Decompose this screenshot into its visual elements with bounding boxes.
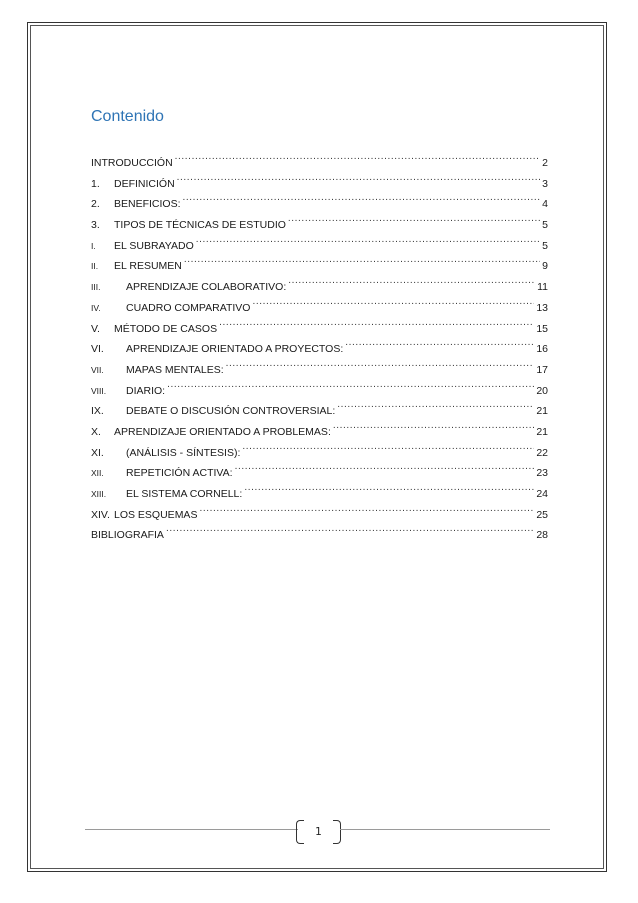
toc-entry-number: XI. [91,446,104,459]
toc-entry-page: 9 [542,260,548,273]
toc-entry-text: DEBATE O DISCUSIÓN CONTROVERSIAL: [126,405,336,418]
footer-bracket-right [333,820,341,844]
toc-entry-number: 1. [91,177,100,190]
toc-entry-page: 22 [536,446,548,459]
toc-dot-leader [244,477,534,497]
toc-entry-number: II. [91,261,99,272]
toc-entry-number: V. [91,322,100,335]
toc-entry-text: APRENDIZAJE ORIENTADO A PROBLEMAS: [114,425,331,438]
toc-entry-page: 3 [542,177,548,190]
toc-entry-page: 15 [536,322,548,335]
toc-dot-leader [183,187,541,207]
toc-dot-leader [333,415,534,435]
toc-entry-page: 16 [536,343,548,356]
toc-entry-introduccion[interactable] [91,146,548,167]
toc-entry-text: CUADRO COMPARATIVO [126,301,251,314]
toc-entry-page: 21 [536,405,548,418]
toc-dot-leader [166,518,534,538]
toc-entry-text: MÉTODO DE CASOS [114,322,218,335]
toc-entry-page: 28 [536,529,548,542]
toc-dot-leader [288,208,540,228]
table-of-contents [91,146,548,542]
toc-dot-leader [226,353,535,373]
toc-entry-number: XIII. [91,489,107,499]
toc-dot-leader [177,167,540,187]
toc-entry-page: 5 [542,239,548,252]
toc-entry-text: EL RESUMEN [114,260,182,273]
toc-entry-number: X. [91,425,101,438]
toc-entry-number: XII. [91,468,104,479]
toc-entry-text: MAPAS MENTALES: [126,363,224,376]
toc-entry-page: 25 [536,508,548,521]
toc-entry-page: 2 [542,157,548,169]
toc-entry-text: DIARIO: [126,384,166,397]
toc-entry-page: 4 [542,198,548,211]
toc-entry-text: EL SUBRAYADO [114,239,194,252]
toc-entry-page: 17 [536,363,548,376]
toc-dot-leader [235,456,535,476]
toc-entry-page: 23 [536,467,548,480]
toc-dot-leader [288,270,535,290]
footer-rule-left [85,829,298,830]
toc-entry-number: VI. [91,343,104,356]
toc-entry-number: VIII. [91,385,107,396]
toc-dot-leader [196,229,540,249]
toc-entry-page: 11 [537,281,548,294]
toc-entry-number: 2. [91,198,100,211]
toc-entry-text: REPETICIÓN ACTIVA: [126,467,233,480]
footer-bracket-left [296,820,304,844]
toc-entry-text: APRENDIZAJE COLABORATIVO: [126,281,287,294]
toc-entry-number: IV. [91,302,101,313]
toc-entry-text: EL SISTEMA CORNELL: [126,488,243,500]
toc-entry-text: INTRODUCCIÓN [91,157,173,169]
toc-entry-number: XIV. [91,508,110,521]
toc-entry-text: DEFINICIÓN [114,177,175,190]
toc-entry-number: IX. [91,405,104,418]
toc-entry-number: 3. [91,219,100,232]
toc-entry-text: APRENDIZAJE ORIENTADO A PROYECTOS: [126,343,344,356]
toc-entry-page: 13 [536,301,548,314]
toc-dot-leader [199,498,534,518]
toc-dot-leader [242,436,534,456]
toc-entry-number: I. [91,240,96,251]
toc-entry-page: 5 [542,219,548,232]
toc-entry-page: 24 [536,488,548,500]
toc-entry-page: 20 [536,384,548,397]
toc-title: Contenido [91,108,164,125]
toc-entry-text: TIPOS DE TÉCNICAS DE ESTUDIO [114,219,286,232]
toc-entry-text: BIBLIOGRAFIA [91,529,164,542]
toc-dot-leader [219,312,534,332]
toc-entry-text: BENEFICIOS: [114,198,181,211]
toc-entry-page: 21 [536,425,548,438]
footer-page-number: 1 [315,826,322,838]
toc-entry-text: (ANÁLISIS - SÍNTESIS): [126,446,241,459]
toc-entry-number: VII. [91,364,104,375]
toc-dot-leader [184,249,540,269]
toc-entry-number: III. [91,282,101,293]
toc-dot-leader [337,394,534,414]
footer-rule-right [340,829,550,830]
toc-entry-text: LOS ESQUEMAS [114,508,198,521]
toc-dot-leader [345,332,534,352]
toc-dot-leader [175,146,540,166]
toc-dot-leader [252,291,534,311]
toc-dot-leader [167,374,534,394]
